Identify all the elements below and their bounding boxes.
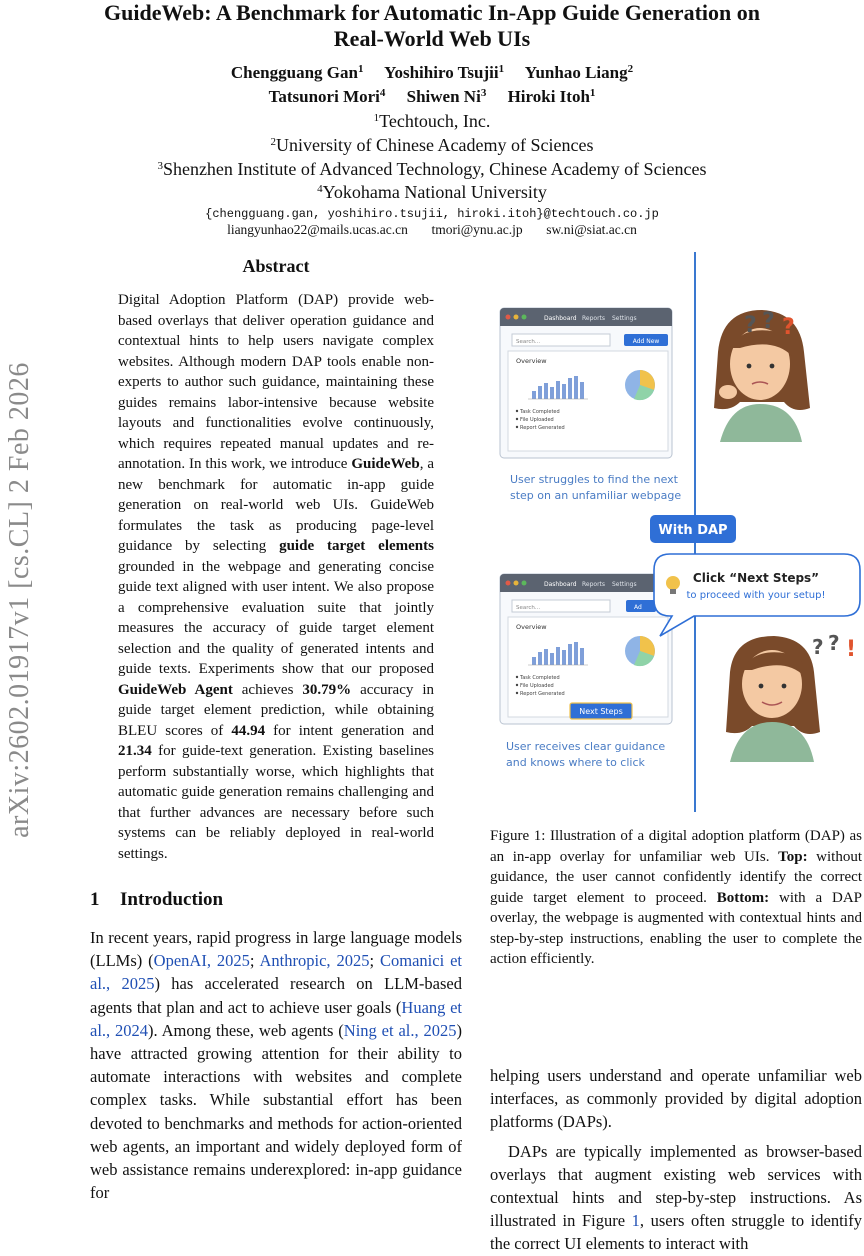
email: tmori@ynu.ac.jp [431, 222, 523, 237]
right-column-body [490, 1064, 862, 1256]
figure-1 [494, 252, 864, 812]
author-name: Shiwen Ni [406, 87, 481, 106]
email: liangyunhao22@mails.ucas.ac.cn [227, 222, 408, 237]
list-item: File Uploaded [520, 683, 554, 689]
paragraph: DAPs are typically implemented as browser-based overlays that augment existing web services with contextual hints and step-by-step instructions. As illustrated in Figure 1, users often struggle to identify the correct UI elements to interact with [490, 1141, 862, 1254]
bar [568, 644, 572, 665]
arxiv-sidebar [0, 300, 40, 900]
list-item: File Uploaded [520, 417, 554, 423]
citation-link[interactable]: Anthropic, 2025 [259, 951, 370, 971]
list-item: Task Completed [520, 675, 560, 681]
figure-caption: Figure 1: Illustration of a digital adoption platform (DAP) as an in-app overlay for unfamiliar web UIs. Top: without guidance, the user cannot confidently identify the correct guide target element to proceed. Bottom: with a DAP overlay, the webpage is augmented with contextual hints and step-by-step instructions, enabling the user to complete the action efficiently. [490, 828, 863, 967]
confused-person-illustration [714, 309, 810, 442]
author-affil-mark: 1 [498, 63, 505, 75]
bar [550, 387, 554, 399]
next-steps-label: Next Steps [579, 707, 623, 716]
author-affil-mark: 1 [357, 63, 364, 75]
bottom-pie-chart [625, 636, 655, 666]
author-name: Hiroki Itoh [507, 87, 590, 106]
bar [538, 652, 542, 665]
bar [544, 649, 548, 665]
list-item: Task Completed [520, 409, 560, 415]
question-mark-icon: ? [812, 635, 824, 659]
citation-link[interactable]: OpenAI, 2025 [153, 951, 250, 971]
author-affil-mark: 1 [589, 87, 596, 99]
top-caption-line: User struggles to find the next [510, 473, 678, 486]
affil-num: 2 [270, 136, 277, 148]
add-new-label: Ad [634, 604, 642, 611]
affil-num: 1 [373, 112, 380, 124]
author-affil-mark: 3 [480, 87, 487, 99]
title-line-2: Real-World Web UIs [333, 26, 531, 51]
emails-line-2 [0, 222, 864, 238]
question-mark-icon: ? [762, 309, 775, 334]
affil-name: Techtouch, Inc. [379, 111, 491, 131]
citation-link[interactable]: Ning et al., 2025 [343, 1020, 457, 1040]
question-mark-icon: ? [782, 315, 795, 340]
section-heading: 1 Introduction [90, 889, 224, 910]
citation-link[interactable]: Huang et al., 2024 [90, 997, 462, 1040]
email: sw.ni@siat.ac.cn [546, 222, 637, 237]
tab-label: Settings [612, 315, 637, 322]
affiliation-4 [0, 181, 864, 204]
bar [580, 382, 584, 399]
bar [544, 383, 548, 399]
title-line-1: GuideWeb: A Benchmark for Automatic In-App Guide Generation on [104, 0, 760, 25]
author-name: Tatsunori Mori [268, 87, 380, 106]
emails-line-1: {chengguang.gan, yoshihiro.tsujii, hiroki.itoh}@techtouch.co.jp [205, 207, 659, 221]
top-caption-line: step on an unfamiliar webpage [510, 489, 682, 502]
bar [532, 657, 536, 665]
bar [574, 376, 578, 399]
affil-name: Yokohama National University [322, 182, 547, 202]
question-mark-icon: ? [828, 631, 840, 655]
bar [556, 647, 560, 665]
affiliation-3 [0, 158, 864, 181]
search-placeholder: Search... [516, 339, 541, 345]
tab-label: Reports [582, 315, 606, 322]
list-item: Report Generated [520, 425, 565, 431]
affiliation-1 [0, 110, 864, 133]
tab-label: Dashboard [544, 315, 577, 322]
bar [580, 648, 584, 665]
citation-link[interactable]: Comanici et al., 2025 [90, 951, 462, 994]
bar [556, 381, 560, 399]
with-dap-label: With DAP [658, 523, 728, 538]
affil-name: Shenzhen Institute of Advanced Technology, Chinese Academy of Sciences [162, 159, 707, 179]
bubble-line-1: Click “Next Steps” [692, 571, 820, 585]
exclamation-icon: ! [846, 637, 857, 662]
with-dap-badge [650, 515, 736, 543]
bar [538, 386, 542, 399]
tab-label: Settings [612, 581, 637, 588]
question-mark-icon: ? [744, 313, 757, 338]
affil-num: 3 [157, 160, 163, 172]
abstract-body: Digital Adoption Platform (DAP) provide web-based overlays that deliver operation guidance and contextual hints to help users navigate complex websites. Although modern DAP tools enable non-experts to author such guidance, maintaining these guides remains labor-intensive because website layouts and functionalities evolve continuously, which requires repeated manual updates and re-annotation. In this work, we introduce GuideWeb, a new benchmark for automatic in-app guide generation on real-world web UIs. GuideWeb formulates the task as producing page-level guidance by selecting guide target elements grounded in the webpage and generating concise guide text aligned with user intent. We also propose a comprehensive evaluation suite that jointly measures the accuracy of guide target element selection and the quality of generated intents and guide texts. Experiments show that our proposed GuideWeb Agent achieves 30.79% accuracy in guide target element prediction, while obtaining BLEU scores of 44.94 for intent generation and 21.34 for guide-text generation. Existing baselines perform substantially worse, which highlights that automatic guide generation remains challenging and that further advances are necessary before such systems can be reliably deployed in real-world settings. [118, 292, 434, 862]
affiliation-2 [0, 134, 864, 157]
abstract-heading: Abstract [242, 256, 310, 276]
top-pie-chart [625, 370, 655, 400]
affil-num: 4 [317, 183, 323, 195]
tab-label: Reports [582, 581, 606, 588]
bar [562, 650, 566, 665]
bottom-browser-window [500, 574, 672, 724]
bar [574, 642, 578, 665]
author-name: Chengguang Gan [230, 63, 358, 82]
author-name: Yunhao Liang [524, 63, 628, 82]
search-placeholder: Search... [516, 605, 541, 611]
happy-person-illustration [726, 631, 856, 762]
top-browser-window [500, 308, 672, 458]
bar [550, 653, 554, 665]
next-steps-button [570, 703, 632, 719]
panel-title: Overview [516, 623, 547, 631]
guidance-speech-bubble [654, 554, 860, 636]
authors-line-1 [0, 62, 864, 84]
bottom-caption-line: and knows where to click [506, 756, 645, 769]
paper-title [0, 0, 864, 52]
paragraph: helping users understand and operate unfamiliar web interfaces, as commonly provided by digital adoption platforms (DAPs). [490, 1066, 862, 1132]
bubble-line-2: to proceed with your setup! [686, 590, 826, 601]
bar [532, 391, 536, 399]
panel-title: Overview [516, 357, 547, 365]
bottom-caption-line: User receives clear guidance [506, 740, 666, 753]
author-affil-mark: 2 [627, 63, 634, 75]
figure-ref-link[interactable]: 1 [631, 1211, 640, 1231]
intro-body: In recent years, rapid progress in large language models (LLMs) (OpenAI, 2025; Anthropic, 2025; Comanici et al., 2025) has accelerated research on LLM-based agents that plan and act to achieve user goals (Huang et al., 2024). Among these, web agents (Ning et al., 2025) have attracted growing attention for their ability to automate interactions with websites and complete complex tasks. While substantial effort has been devoted to benchmarks and methods for action-oriented web agents, an important and widely deployed form of web assistance remains underexplored: in-app guidance for [90, 928, 462, 1203]
authors-line-2 [0, 86, 864, 108]
author-name: Yoshihiro Tsujii [384, 63, 499, 82]
affil-name: University of Chinese Academy of Sciences [276, 135, 594, 155]
bar [568, 378, 572, 399]
list-item: Report Generated [520, 691, 565, 697]
arxiv-id: arXiv:2602.01917v1 [cs.CL] 2 Feb 2026 [4, 362, 35, 838]
add-new-label: Add New [632, 338, 660, 345]
author-affil-mark: 4 [379, 87, 386, 99]
tab-label: Dashboard [544, 581, 577, 588]
lightbulb-icon [666, 576, 680, 590]
bar [562, 384, 566, 399]
